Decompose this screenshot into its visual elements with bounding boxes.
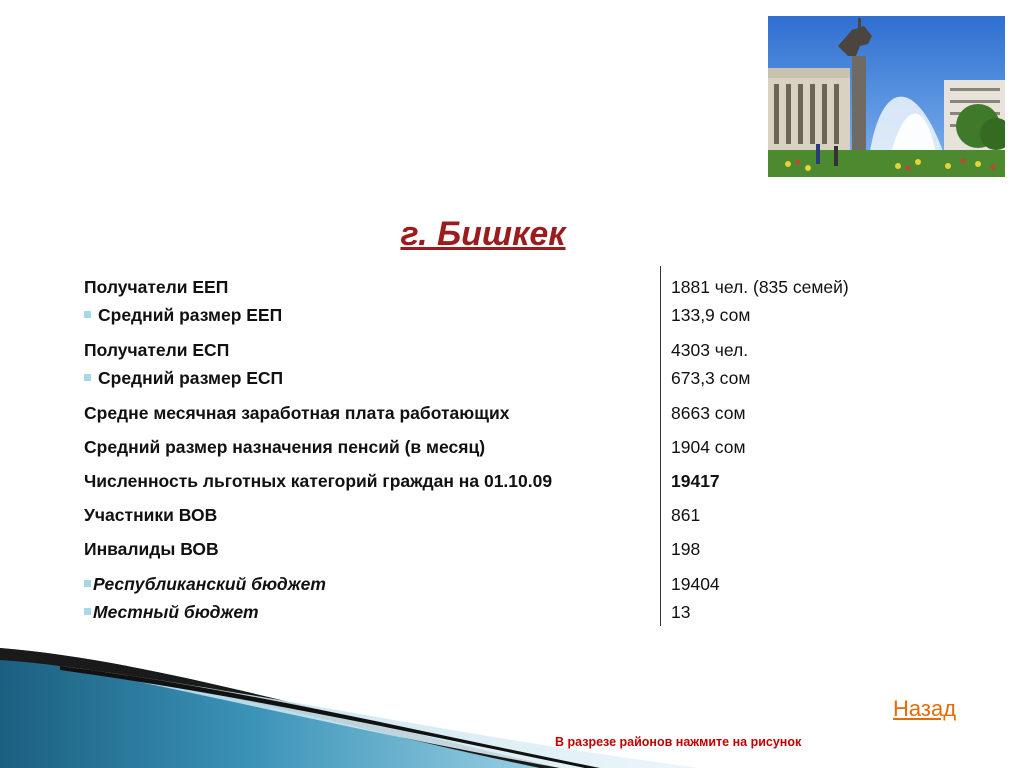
bullet-icon xyxy=(84,608,91,615)
row-label: Получатели ЕСП xyxy=(84,340,230,360)
row-label: Получатели ЕЕП xyxy=(84,277,229,297)
bullet-icon xyxy=(84,311,91,318)
row-label xyxy=(84,368,283,389)
row-label: Участники ВОВ xyxy=(84,505,218,525)
row-label: Численность льготных категорий граждан на 01.10.09 xyxy=(84,471,553,491)
row-value: 1881 чел. (835 семей) xyxy=(671,277,849,297)
row-label-text: Республиканский бюджет xyxy=(93,574,326,594)
row-value: 19417 xyxy=(671,471,720,491)
hint-text: В разрезе районов нажмите на рисунок xyxy=(555,735,802,749)
row-value: 861 xyxy=(671,505,701,525)
page-title: г. Бишкек xyxy=(400,215,566,253)
back-link[interactable]: Назад xyxy=(893,696,957,721)
row-value: 133,9 сом xyxy=(671,305,751,325)
table-row xyxy=(72,333,892,361)
table-row xyxy=(72,430,892,458)
table-row xyxy=(72,567,892,595)
row-value: 13 xyxy=(671,602,691,622)
row-label-text: Местный бюджет xyxy=(93,602,259,622)
row-value: 19404 xyxy=(671,574,720,594)
row-value: 8663 сом xyxy=(671,403,746,423)
row-label: Средний размер назначения пенсий (в месяц) xyxy=(84,437,486,457)
table-row xyxy=(72,532,892,560)
table-row xyxy=(72,298,892,326)
row-label-text: Средний размер ЕЕП xyxy=(98,305,283,325)
row-label: Средне месячная заработная плата работающих xyxy=(84,403,510,423)
city-photo[interactable] xyxy=(768,16,1005,177)
table-row xyxy=(72,464,892,492)
table-row xyxy=(72,396,892,424)
row-label xyxy=(84,574,326,595)
row-value: 4303 чел. xyxy=(671,340,749,360)
row-label-text: Средний размер ЕСП xyxy=(98,368,284,388)
table-row xyxy=(72,498,892,526)
table-row xyxy=(72,270,892,298)
row-value: 1904 сом xyxy=(671,437,746,457)
row-value: 198 xyxy=(671,539,701,559)
row-label: Инвалиды ВОВ xyxy=(84,539,219,559)
table-row xyxy=(72,361,892,389)
table-row xyxy=(72,595,892,623)
bullet-icon xyxy=(84,374,91,381)
row-label xyxy=(84,305,282,326)
row-label xyxy=(84,602,259,623)
bullet-icon xyxy=(84,580,91,587)
row-value: 673,3 сом xyxy=(671,368,751,388)
